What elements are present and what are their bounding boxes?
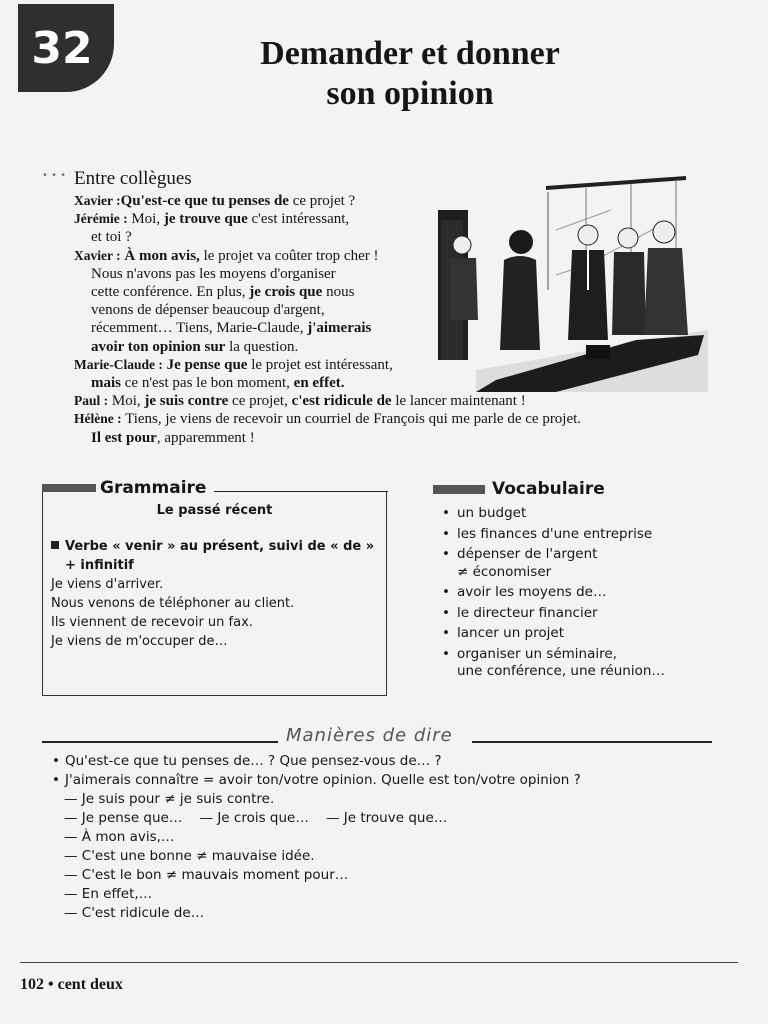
manieres-expression: — Je pense que… — Je crois que… — Je trouve que… (64, 810, 448, 826)
vocabulaire-title: Vocabulaire (492, 479, 605, 499)
manieres-expression: — C'est ridicule de… (64, 905, 205, 921)
key-expression: Qu'est-ce que tu penses de (120, 193, 289, 209)
dialogue-text-run: récemment… Tiens, Marie-Claude, (91, 320, 308, 337)
page-title (150, 34, 670, 114)
vocab-item-text: lancer un projet (457, 625, 564, 641)
dialogue-line (74, 429, 714, 447)
dialogue-line (74, 392, 714, 410)
footer-rule (20, 962, 738, 963)
bullet-icon: • (442, 584, 450, 600)
key-expression: j'aimerais (307, 320, 372, 337)
manieres-header (42, 727, 712, 749)
speaker-name: Jérémie : (74, 211, 128, 227)
dialogue-text-run: le lancer maintenant ! (391, 393, 526, 410)
vocab-item (442, 505, 732, 523)
bullet-icon: • (442, 525, 450, 542)
title-line-1: Demander et donner (260, 35, 560, 72)
key-expression: avoir ton opinion sur (91, 338, 226, 355)
grammaire-content (51, 537, 383, 651)
manieres-line-right (472, 741, 712, 743)
dialogue-text-run: , apparemment ! (156, 429, 255, 446)
vocab-item-text: ≠ économiser (457, 563, 552, 580)
bullet-icon: • (442, 546, 450, 562)
vocab-item-text: une conférence, une réunion… (457, 663, 665, 679)
vocab-item-text: avoir les moyens de… (457, 584, 607, 600)
office-meeting-illustration (436, 170, 708, 392)
dialogue-text-run: le projet va coûter trop cher ! (199, 247, 379, 264)
manieres-list (52, 752, 712, 923)
bullet-icon: • (52, 772, 60, 788)
dialogue-text-run: Nous n'avons pas les moyens d'organiser (91, 265, 336, 282)
vocab-item (442, 605, 732, 623)
vocab-item-text: organiser un séminaire, (457, 645, 617, 662)
speaker-name: Marie-Claude : (74, 356, 163, 372)
dialogue-text-run: Moi, (127, 211, 164, 228)
key-expression: mais (91, 375, 121, 392)
title-line-2: son opinion (326, 75, 494, 112)
key-expression: je trouve que (163, 211, 248, 228)
vocab-item (442, 526, 732, 544)
manieres-bullet-text: Qu'est-ce que tu penses de… ? Que pensez-vous de… ? (65, 753, 442, 769)
grammaire-example: Ils viennent de recevoir un fax. (51, 615, 253, 630)
manieres-bullet (52, 771, 712, 790)
bullet-icon: • (442, 625, 450, 641)
dialogue-line (74, 410, 714, 428)
dialogue-text-run: ce n'est pas le bon moment, (121, 375, 294, 392)
manieres-expression: — C'est le bon ≠ mauvais moment pour… (64, 867, 349, 883)
key-expression: c'est ridicule de (291, 393, 392, 410)
dialogue-text-run: le projet est intéressant, (247, 356, 393, 373)
manieres-bullet-text: J'aimerais connaître = avoir ton/votre opinion. Quelle est ton/votre opinion ? (65, 772, 581, 788)
grammaire-example: Je viens de m'occuper de… (51, 634, 228, 649)
vocab-item (442, 546, 732, 581)
key-expression: je crois que (249, 284, 323, 301)
manieres-expression: — Je suis pour ≠ je suis contre. (64, 791, 275, 807)
page-number: 102 • cent deux (20, 976, 123, 993)
speaker-name: Hélène : (74, 411, 122, 427)
speaker-name: Xavier : (74, 247, 121, 263)
manieres-bullet (52, 752, 712, 771)
vocabulaire-header (433, 479, 733, 501)
vocab-item-text: un budget (457, 505, 527, 521)
grammaire-example: Je viens d'arriver. (51, 577, 164, 592)
dialogue-text-run: c'est intéressant, (247, 211, 350, 228)
dialogue-text-run: cette conférence. En plus, (91, 284, 250, 301)
vocab-item-text: dépenser de l'argent (457, 546, 598, 562)
key-expression: en effet. (293, 375, 345, 392)
bullet-icon: • (52, 753, 60, 769)
vocabulaire-list (442, 505, 732, 684)
bullet-icon: • (442, 645, 450, 662)
dialogue-heading: Entre collègues (74, 168, 192, 189)
vocabulaire-bar (433, 485, 485, 494)
grammaire-bar (42, 484, 96, 492)
speaker-name: Paul : (74, 393, 109, 409)
bullet-icon: • (442, 505, 450, 521)
key-expression: Il est pour (91, 429, 157, 446)
manieres-line-left (42, 741, 278, 743)
lesson-number-badge: 32 (18, 4, 114, 92)
dialogue-text-run: nous (322, 284, 355, 301)
manieres-expression: — C'est une bonne ≠ mauvaise idée. (64, 848, 315, 864)
bullet-icon: • (442, 604, 450, 621)
key-expression: je suis contre (144, 393, 229, 410)
dialogue-text-run: ce projet, (228, 393, 292, 410)
manieres-title: Manières de dire (286, 725, 453, 746)
vocab-item-text: le directeur financier (457, 604, 598, 621)
manieres-expression: — À mon avis,… (64, 829, 175, 845)
dialogue-text-run: Moi, (108, 393, 145, 410)
rule-line-2: + infinitif (65, 558, 134, 573)
square-bullet-icon (51, 541, 59, 549)
grammaire-rule (51, 537, 383, 556)
vocab-item-text: les finances d'une entreprise (457, 525, 653, 542)
dialogue-text-run: venons de dépenser beaucoup d'argent, (91, 302, 325, 319)
section-ornament: • • • (42, 170, 67, 181)
vocab-item (442, 584, 732, 602)
dialogue-text-run: Tiens, je viens de recevoir un courriel de François qui me parle de ce projet. (121, 411, 582, 428)
rule-line-1: Verbe « venir » au présent, suivi de « de » (65, 539, 375, 554)
vocab-item (442, 646, 732, 681)
grammaire-example: Nous venons de téléphoner au client. (51, 596, 295, 611)
dialogue-text-run: ce projet ? (288, 193, 356, 209)
manieres-expression: — En effet,… (64, 886, 153, 902)
grammaire-title: Grammaire (100, 478, 207, 498)
vocab-item (442, 625, 732, 643)
dialogue-text-run: la question. (225, 338, 299, 355)
grammaire-subtitle: Le passé récent (156, 503, 273, 518)
speaker-name: Xavier : (74, 193, 121, 208)
key-expression: À mon avis, (120, 247, 200, 264)
dialogue-text-run: et toi ? (91, 229, 132, 246)
key-expression: Je pense que (162, 356, 248, 373)
